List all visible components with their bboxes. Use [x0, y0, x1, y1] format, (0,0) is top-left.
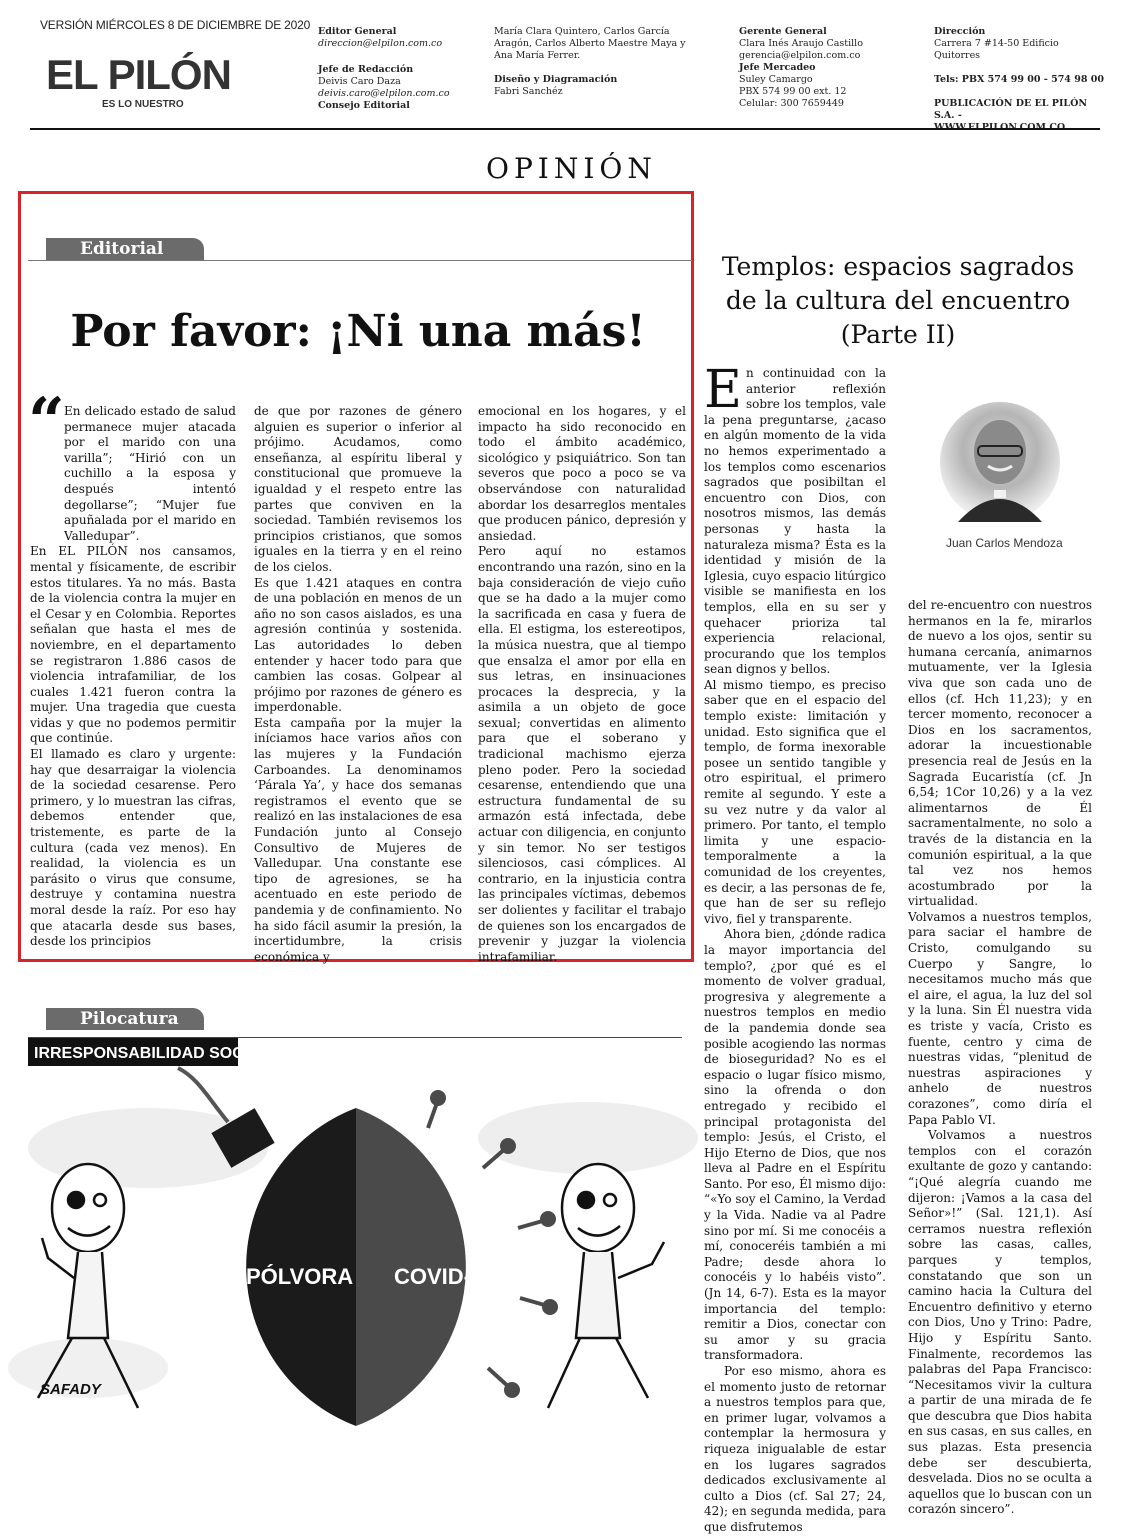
article-title-line: de la cultura del encuentro [725, 286, 1071, 315]
editorial-paragraph: Pero aquí no estamos encontrando una razón, sino en la baja consideración de viejo cuño que se ha dado a la mujer como la sacrificada en casa y fuera de ella. El estigma, los estereotipos, la música nuestra, que al tiempo que ensalza el amor por ella en sus letras, en insinuaciones procaces la desprecia, y la asimila a un objeto de goce sexual; convertidas en alimento para que el soberano y tradicional machismo ejerza pleno poder. Pero la sociedad cesarense, entendiendo que una estructura fundamental de su armazón está infectada, debe actuar con diligencia, en conjunto y sin temor. No ser testigos silenciosos, casi cómplices. Al contrario, en la injusticia contra las principales víctimas, debemos ser dolientes y facilitar el trabajo de quienes son los encargados de prevenir y juzgar la violencia intrafamiliar. [478, 544, 686, 964]
author-portrait-icon [940, 402, 1060, 522]
tels: Tels: PBX 574 99 00 - 574 98 00 [934, 74, 1104, 85]
section-title: OPINIÓN [486, 152, 657, 185]
left-label: PÓLVORA [246, 1264, 354, 1289]
diseno-name: Fabri Sanchéz [494, 86, 563, 97]
editorial-paragraph: Esta campaña por la mujer la iníciamos hace varios años con las mujeres y la Fundación Carboandes. La denominamos ‘Párala Ya’, y hace dos semanas registramos el evento que se realizó en las instalaciones de esa Fundación junto al Consejo Consultivo de Mujeres de Valledupar. Una constante ese tipo de agresiones, se ha acentuado en este periodo de pandemia y de confinamiento. No ha sido fácil asumir la presión, la incertidumbre, la crisis económica y [254, 715, 462, 964]
cartoonist-signature: SAFADY [40, 1381, 101, 1398]
pilocatura-tab: Pilocatura [46, 1008, 204, 1030]
author-photo [940, 402, 1060, 522]
article-paragraph: Volvamos a nuestros templos, para saciar el hambre de Cristo, comulgando su Cuerpo y Sangre, lo necesitamos mucho más que el aire, el agua, la luz del sol y la luna. Sin Él nuestra vida es triste y vacía, Cristo es fuente, centro y cima de nuestras vidas, “plenitud de nuestras aspiraciones y anhelo de nuestros corazones”, como diría el Papa Pablo VI. [908, 909, 1092, 1127]
editor-label: Editor General [318, 26, 397, 37]
article-paragraph: Volvamos a nuestros templos con el corazón exultante de gozo y cantando: “¡Qué alegría cuando me dijeron: ¡Vamos a la casa del Señor»!” (Sal. 121,1). Así cerramos nuestra reflexión sobre las casas, calles, parques y templos, constatando que son un camino hacia la Cultura del Encuentro definitivo y eterno con Dios, Uno y Trino: Padre, Hijo y Espíritu Santo. Finalmente, recordemos las palabras del Papa Francisco: “Necesitamos vivir la cultura a partir de una mirada de fe que descubra que Dios habita en sus casas, en sus calles, en sus plazas. Esta presencia debe ser descubierta, desvelada. Dios no se oculta a aquellos que lo buscan con un corazón sincero”. [908, 1128, 1092, 1517]
cartoon-illustration [28, 1038, 682, 1426]
editorial-paragraph: En EL PILÓN nos cansamos, mental y físicamente, de escribir estos titulares. Ya no más. Basta de la violencia contra la mujer en el Cesar y en Colombia. Reportes señalan que hasta el mes de noviembre, en el departamento se registraron 1.886 casos de violencia intrafamiliar, de los cuales 1.421 fueron contra la mujer. Una tragedia que cuesta vidas y que no podemos permitir que continúe. [30, 544, 236, 746]
mercadeo-label: Jefe Mercadeo [739, 62, 816, 73]
consejo-label: Consejo Editorial [318, 100, 410, 111]
gerente-email[interactable]: gerencia@elpilon.com.co [739, 50, 861, 61]
gerente-label: Gerente General [739, 26, 827, 37]
masthead-credits-4 [934, 26, 1104, 134]
article-column-2 [908, 598, 1092, 1518]
pbx-number: PBX 574 99 00 ext. 12 [739, 86, 847, 97]
editor-email[interactable]: direccion@elpilon.com.co [318, 38, 443, 49]
editorial-column-1 [30, 404, 236, 950]
right-character [548, 1164, 664, 1408]
editorial-headline: Por favor: ¡Ni una más! [70, 306, 646, 357]
editorial-paragraph: El llamado es claro y urgente: hay que desarraigar la violencia de la sociedad cesarense. Pero primero, y lo muestran las cifras, debemos entender que, tristemente, es parte de la cultura (cada vez menos). En realidad, la violencia es un parásito o virus que consume, destruye y contamina nuestra moral desde la raíz. Por eso hay que atacarla desde sus bases, desde los principios [30, 747, 236, 949]
masthead-rule [30, 128, 1100, 130]
direccion-address: Carrera 7 #14-50 Edificio Quitorres [934, 38, 1059, 61]
editorial-column-3 [478, 404, 686, 965]
jefe-redaccion-label: Jefe de Redacción [318, 64, 414, 75]
masthead-credits-1 [318, 26, 488, 112]
jefe-redaccion-name: Deivis Caro Daza [318, 76, 401, 87]
article-paragraph: Ahora bien, ¿dónde radica la mayor importancia del templo?, ¿por qué es el momento de volver gradual, progresiva y alegremente a nuestros templos en medio de la pandemia donde sea posible acogiendo las normas de bioseguridad? No es el espacio o lugar físico mismo, sino la ofrenda o don entregado y recibido el principal protagonista del templo: Jesús, el Cristo, el Hijo Eterno de Dios, que nos lleva al Padre en el Espíritu Santo. Por eso, Él mismo dijo: “«Yo soy el Camino, la Verdad y la Vida. Nadie va al Padre sino por mí. Si me conocéis a mí, conoceréis también a mi Padre; desde ahora lo conocéis y lo habéis visto”. (Jn 14, 6-7). Esta es la mayor importancia del templo: remitir a Dios, conectar con su amor y su gracia transformadora. [704, 927, 886, 1363]
article-subtitle: (Parte II) [840, 320, 956, 349]
article-title-line: Templos: espacios sagrados [721, 252, 1075, 281]
cartoon-panel [28, 1037, 682, 1425]
newspaper-slogan: ES LO NUESTRO [102, 99, 184, 110]
celular-number: Celular: 300 7659449 [739, 98, 844, 109]
drop-cap: E [704, 360, 742, 420]
editorial-column-2 [254, 404, 462, 965]
article-lead: En continuidad con la anterior reflexión sobre los templos, vale la pena preguntarse, ¿acaso en algún momento de la vida no hemos experimentado a los templos como escenarios sagrados que posibiltan el encuentro con Dios, con nosotros mismos, las demás personas y hasta la naturaleza misma? Ésta es la identidad y misión de la Iglesia, cuyo espacio litúrgico visible se manifiesta en los templos, ella en su ser y quehacer prioriza tal experiencia relacional, procurando que los templos sean dignos y bellos. [704, 360, 886, 677]
article-title [706, 250, 1090, 352]
editorial-paragraph: Es que 1.421 ataques en contra de una población en menos de un año no son casos aislados, es una agresión continúa y sostenida. Las autoridades lo deben entender y hacer todo para que cambien las cosas. Golpear al prójimo por razones de género es imperdonable. [254, 575, 462, 715]
article-paragraph: del re-encuentro con nuestros hermanos en la fe, mirarlos de nuevo a los ojos, sentir su humana cercanía, animarnos mutuamente, ver la Iglesia viva que son cada uno de ellos (cf. Hch 11,23); y en tercer momento, reconocer a Dios en los sacramentos, adorar la incuestionable presencia real de Jesús en la Sagrada Eucaristía (cf. Jn 6,54; 1Cor 10,26) y a la vez alimentarnos de Él sacramentalmente, no solo a través de la distancia en la comunión espiritual, a la que tal vez nos hemos acostumbrado por la virtualidad. [908, 598, 1092, 909]
direccion-label: Dirección [934, 26, 986, 37]
newspaper-logo[interactable]: EL PILÓN [46, 51, 231, 98]
cartoon-banner: IRRESPONSABILIDAD SOCIAL... [34, 1045, 283, 1062]
diseno-label: Diseño y Diagramación [494, 74, 618, 85]
masthead-credits-2 [494, 26, 704, 98]
editorial-paragraph: emocional en los hogares, y el impacto ha sido reconocido en todo el ámbito académico, sicológico y psiquiátrico. Son tan severos que poco a poco se va observándose con naturalidad abordar los desarreglos mentales que producen pánico, depresión y ansiedad. [478, 404, 686, 543]
article-paragraph: Por eso mismo, ahora es el momento justo de retornar a nuestros templos para que, en primer lugar, volvamos a contemplar la hermosura y riqueza inigualable de estar en los lugares sagrados dedicados exclusivamente al culto a Dios (cf. Sal 27; 24, 42); en segunda medida, para que disfrutemos [704, 1364, 886, 1534]
article-paragraph: Al mismo tiempo, es preciso saber que en el espacio del templo existe: limitación y unidad. Esto significa que el templo, de forma inexorable posee un sentido tangible y otro espiritual, el primero remite al segundo. Y este a su vez nutre y da valor al primero. Por tanto, el templo limita y une espacio-temporalmente a la comunidad de los creyentes, es decir, a las personas de fe, que han de ser su reflejo vivo, fiel y transparente. [704, 677, 886, 926]
edition-date: VERSIÓN MIÉRCOLES 8 DE DICIEMBRE DE 2020 [40, 18, 311, 32]
publicacion: PUBLICACIÓN DE EL PILÓN S.A. - [934, 98, 1088, 121]
masthead-credits-3 [739, 26, 909, 110]
author-name: Juan Carlos Mendoza [946, 536, 1063, 550]
editorial-tab-rule [28, 260, 692, 261]
editorial-paragraph: En delicado estado de salud permanece mujer atacada por el marido con una varilla”; “Hirió con un cuchillo a la esposa y después intentó degollarse”; “Mujer fue apuñalada por el marido en Valledupar”. [64, 404, 236, 543]
right-label: COVID-19 [394, 1264, 496, 1289]
article-column-1 [704, 360, 886, 1536]
consejo-names: María Clara Quintero, Carlos García Aragón, Carlos Alberto Maestre Maya y Ana María Ferrer. [494, 26, 686, 61]
editorial-tab: Editorial [46, 238, 204, 260]
gerente-name: Clara Inés Araujo Castillo [739, 38, 863, 49]
quote-mark-icon: “ [28, 384, 65, 459]
mercadeo-name: Suley Camargo [739, 74, 813, 85]
editorial-paragraph: de que por razones de género alguien es superior o inferior al prójimo. Acudamos, como enseñanza, al espíritu liberal y constitucional que promueve la igualdad y el respeto entre las partes que conviven en la sociedad. También revisemos los principios cristianos, que somos iguales en la tierra y en el reino de los cielos. [254, 404, 462, 574]
jefe-redaccion-email[interactable]: deivis.caro@elpilon.com.co [318, 88, 450, 99]
